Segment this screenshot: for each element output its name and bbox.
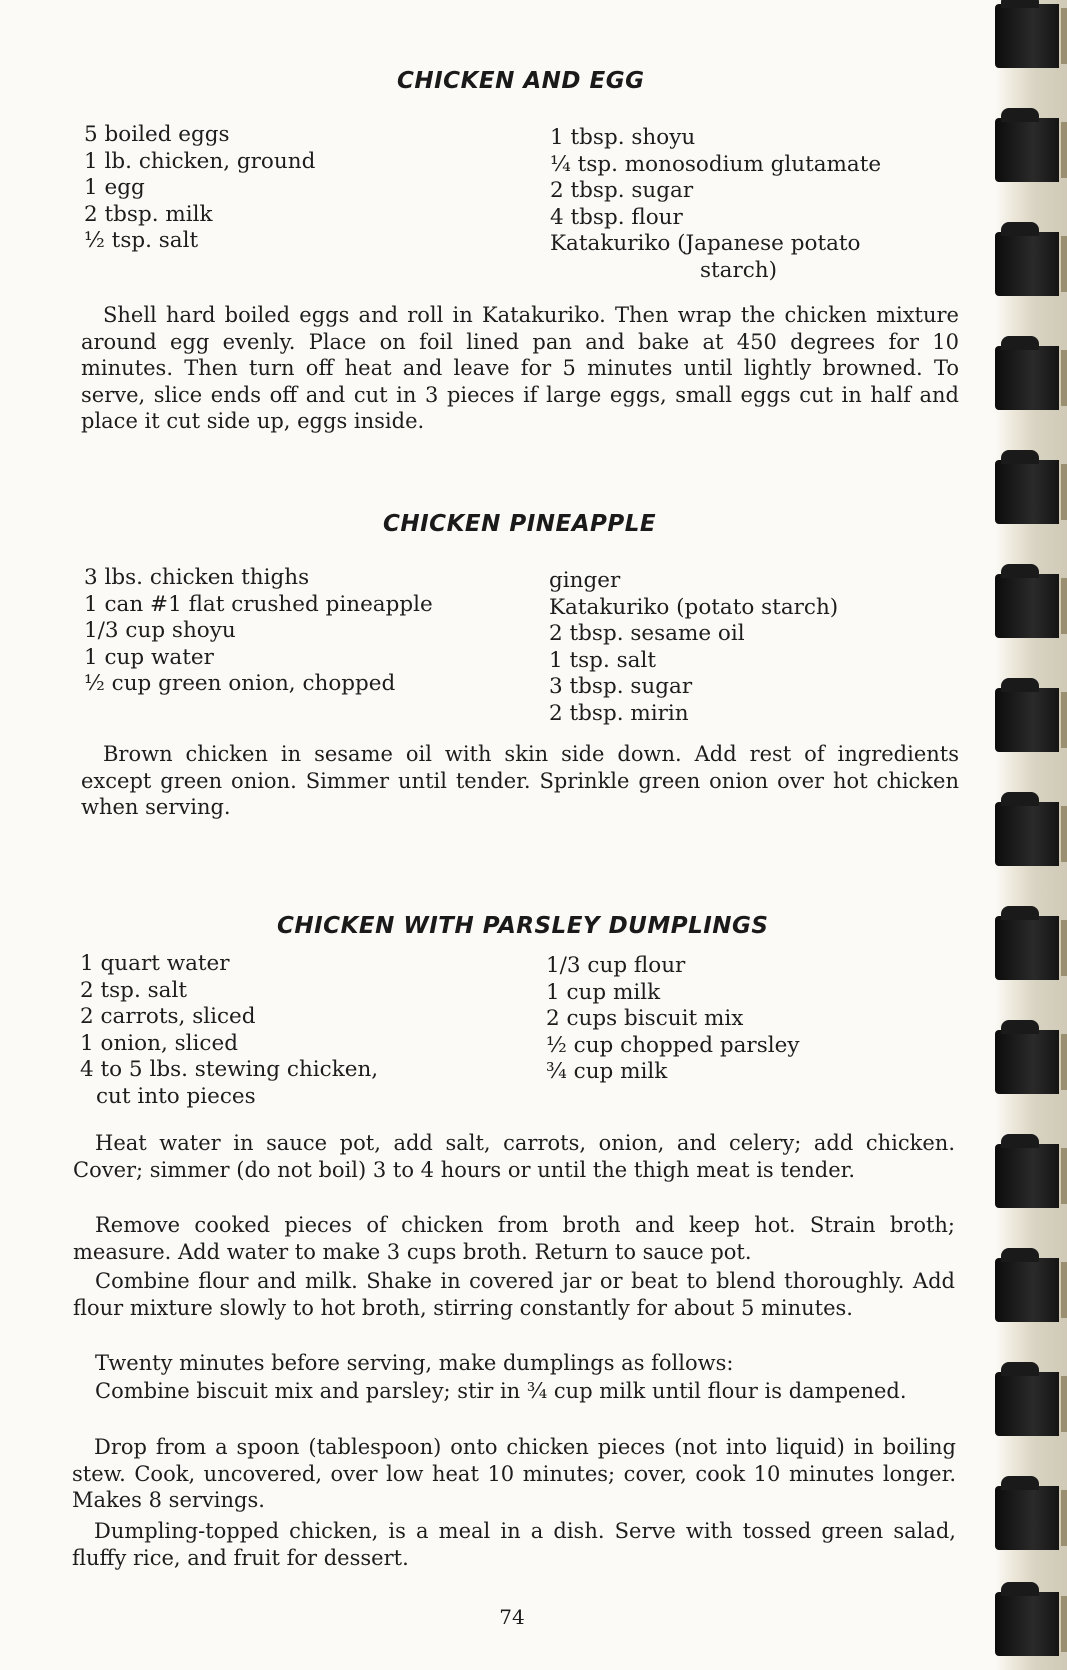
- ingredient: ½ cup green onion, chopped: [84, 671, 396, 696]
- instructions-paragraph: Remove cooked pieces of chicken from broth and keep hot. Strain broth; measure. Add water to make 3 cups broth. Return to sauce pot.: [73, 1213, 955, 1264]
- binding-ring: [995, 4, 1059, 68]
- ingredient: 3 tbsp. sugar: [549, 674, 693, 699]
- ingredient: 1 quart water: [80, 951, 230, 976]
- instructions-paragraph: Drop from a spoon (tablespoon) onto chicken pieces (not into liquid) in boiling stew. Cook, uncovered, over low heat 10 minutes; cover, cook 10 minutes longer. Makes 8 servings.: [72, 1435, 956, 1512]
- ingredient-list-left: [84, 122, 315, 255]
- ingredient: 4 to 5 lbs. stewing chicken,: [80, 1057, 379, 1082]
- ingredient: starch): [700, 257, 778, 283]
- ingredient: ¼ tsp. monosodium glutamate: [550, 151, 882, 177]
- ingredient: 1 onion, sliced: [80, 1030, 238, 1056]
- ingredient: 2 tbsp. milk: [84, 201, 213, 227]
- ingredient: 1 egg: [84, 175, 145, 200]
- instructions-paragraph: Heat water in sauce pot, add salt, carrots, onion, and celery; add chicken. Cover; simmer (do not boil) 3 to 4 hours or until the thigh meat is tender.: [73, 1131, 955, 1182]
- ingredient: 1/3 cup flour: [546, 953, 686, 978]
- binding-ring: [995, 232, 1059, 296]
- ingredient: ¾ cup milk: [546, 1059, 668, 1084]
- ingredient: 2 tsp. salt: [80, 977, 187, 1003]
- ingredient: cut into pieces: [96, 1083, 256, 1109]
- recipe-title: CHICKEN AND EGG: [397, 68, 645, 94]
- binding-ring: [995, 1144, 1059, 1208]
- ingredient: 1 can #1 flat crushed pineapple: [84, 591, 433, 617]
- binding-ring: [995, 118, 1059, 182]
- ingredient: 1 cup milk: [546, 979, 661, 1005]
- ingredient: 4 tbsp. flour: [550, 204, 683, 230]
- binding-ring: [995, 1486, 1059, 1550]
- ingredient: 1 tsp. salt: [549, 647, 656, 673]
- binding-ring: [995, 916, 1059, 980]
- ingredient: 2 cups biscuit mix: [546, 1006, 744, 1031]
- instructions-paragraph: Dumpling-topped chicken, is a meal in a dish. Serve with tossed green salad, fluffy rice, and fruit for dessert.: [72, 1519, 956, 1570]
- ingredient-list-right: [546, 953, 799, 1086]
- binding-ring: [995, 574, 1059, 638]
- ingredient: 2 tbsp. sugar: [550, 178, 694, 203]
- binding-ring: [995, 1258, 1059, 1322]
- instructions-paragraph: Combine biscuit mix and parsley; stir in ¾ cup milk until flour is dampened.: [95, 1379, 907, 1403]
- binding-ring: [995, 346, 1059, 410]
- ingredient: ½ tsp. salt: [84, 228, 199, 253]
- ingredient: Katakuriko (Japanese potato: [550, 231, 861, 256]
- binding-ring: [995, 460, 1059, 524]
- instructions-paragraph: Brown chicken in sesame oil with skin side down. Add rest of ingredients except green onion. Simmer until tender. Sprinkle green onion over hot chicken when serving.: [81, 742, 959, 819]
- ingredient: 1 lb. chicken, ground: [84, 148, 316, 174]
- binding-ring: [995, 1592, 1059, 1656]
- page-number: 74: [499, 1605, 525, 1629]
- recipe-title: CHICKEN PINEAPPLE: [383, 511, 657, 537]
- ingredient-list-right: [549, 568, 838, 727]
- binding-ring: [995, 802, 1059, 866]
- ingredient: 5 boiled eggs: [84, 122, 230, 147]
- ingredient-list-left: [84, 565, 433, 698]
- instructions-paragraph: Shell hard boiled eggs and roll in Katakuriko. Then wrap the chicken mixture around egg evenly. Place on foil lined pan and bake at 450 degrees for 10 minutes. Then turn off heat and leave for 5 minutes until lightly browned. To serve, slice ends off and cut in 3 pieces if large eggs, small eggs cut in half and place it cut side up, eggs inside.: [81, 303, 959, 433]
- ingredient: ½ cup chopped parsley: [546, 1032, 800, 1058]
- binding-ring: [995, 1372, 1059, 1436]
- ingredient-list-right: [550, 125, 881, 284]
- spiral-binding: [995, 0, 1067, 1670]
- ingredient: ginger: [549, 568, 621, 593]
- ingredient: Katakuriko (potato starch): [549, 594, 839, 620]
- ingredient-list-left: [80, 951, 378, 1110]
- ingredient: 1 cup water: [84, 644, 214, 670]
- ingredient: 2 tbsp. mirin: [549, 700, 689, 726]
- instructions-paragraph: Twenty minutes before serving, make dumplings as follows:: [95, 1351, 734, 1375]
- ingredient: 1 tbsp. shoyu: [550, 125, 696, 150]
- ingredient: 3 lbs. chicken thighs: [84, 565, 310, 590]
- instructions-paragraph: Combine flour and milk. Shake in covered jar or beat to blend thoroughly. Add flour mixture slowly to hot broth, stirring constantly for about 5 minutes.: [73, 1269, 955, 1320]
- ingredient: 1/3 cup shoyu: [84, 618, 236, 643]
- ingredient: 2 carrots, sliced: [80, 1004, 256, 1029]
- binding-ring: [995, 688, 1059, 752]
- recipe-title: CHICKEN WITH PARSLEY DUMPLINGS: [277, 913, 769, 939]
- ingredient: 2 tbsp. sesame oil: [549, 621, 745, 646]
- binding-ring: [995, 1030, 1059, 1094]
